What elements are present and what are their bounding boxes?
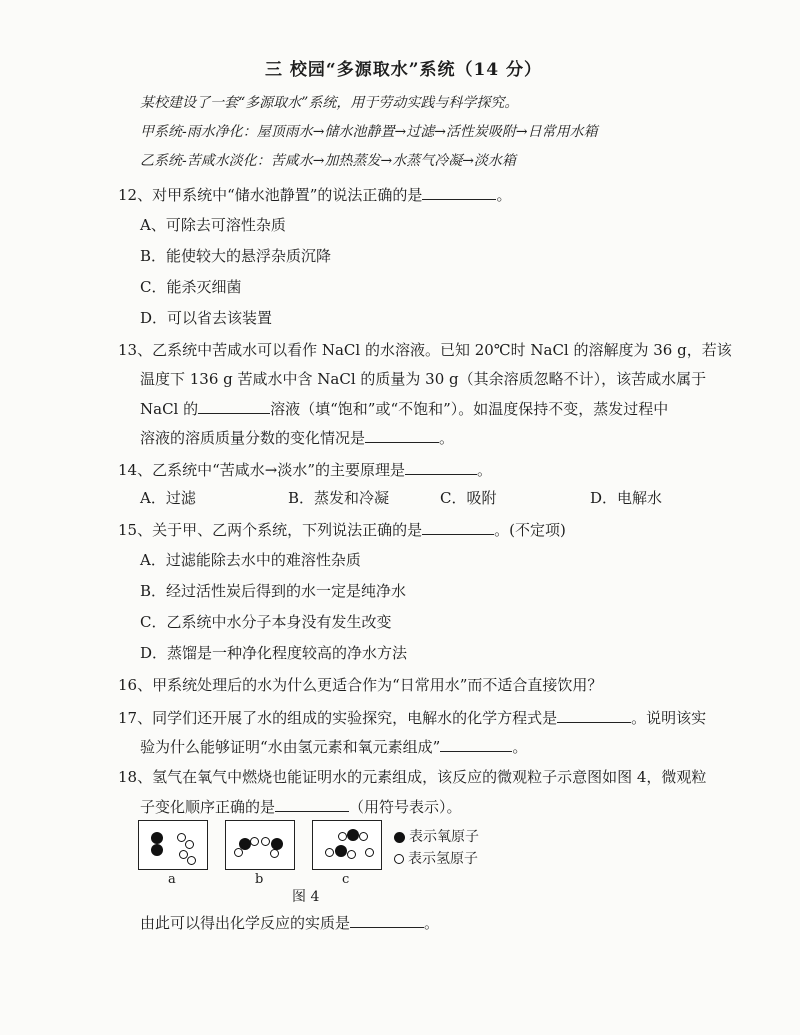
q18-conclusion-end: 。 [424, 914, 440, 932]
q17-reason-blank[interactable] [440, 736, 512, 752]
q12-option-d: D．可以省去该装置 [140, 309, 273, 327]
q15-option-c: C．乙系统中水分子本身没有发生改变 [140, 613, 392, 631]
hydrogen-atom [270, 849, 279, 858]
q13-line-3a: NaCl 的 [140, 400, 199, 418]
hydrogen-atom [365, 848, 374, 857]
oxygen-atom [347, 829, 359, 841]
q15-stem-end: 。(不定项) [494, 521, 566, 539]
oxygen-atom [335, 845, 347, 857]
figure-label-c: c [342, 872, 350, 887]
section-title: 三 校园“多源取水”系统（14 分） [265, 60, 543, 80]
q15-stem-text: 15、关于甲、乙两个系统，下列说法正确的是 [118, 521, 423, 539]
q13-line-2: 温度下 136 g 苦咸水中含 NaCl 的质量为 30 g（其余溶质忽略不计），该苦咸水属于 [140, 370, 707, 388]
q12-stem-end: 。 [496, 186, 512, 204]
q13-saturation-blank[interactable] [198, 398, 270, 414]
q14-stem [118, 459, 492, 480]
q18-conclusion-text: 由此可以得出化学反应的实质是 [140, 914, 351, 932]
q12-option-b: B．能使较大的悬浮杂质沉降 [140, 247, 332, 265]
q17-equation-blank[interactable] [557, 707, 631, 723]
hydrogen-atom [185, 840, 194, 849]
q15-option-d: D．蒸馏是一种净化程度较高的净水方法 [140, 644, 408, 662]
intro-line-3: 乙系统-苦咸水淡化：苦咸水→加热蒸发→水蒸气冷凝→淡水箱 [140, 153, 516, 169]
q15-answer-blank[interactable] [422, 519, 494, 535]
oxygen-atom [151, 844, 163, 856]
hydrogen-atom [359, 832, 368, 841]
legend-oxygen-label: 表示氧原子 [409, 829, 479, 845]
q14-option-b: B．蒸发和冷凝 [288, 489, 390, 507]
q15-stem [118, 519, 566, 540]
q14-option-a: A．过滤 [140, 489, 196, 507]
q12-answer-blank[interactable] [422, 184, 496, 200]
q15-option-b: B．经过活性炭后得到的水一定是纯净水 [140, 582, 407, 600]
q18-line-2 [140, 796, 462, 817]
figure-box-c [312, 820, 382, 870]
q12-stem [118, 184, 511, 205]
q13-line-3b: 溶液（填“饱和”或“不饱和”）。如温度保持不变，蒸发过程中 [270, 400, 669, 418]
q18-line-1: 18、氢气在氧气中燃烧也能证明水的元素组成，该反应的微观粒子示意图如图 4，微观粒 [118, 768, 707, 786]
q14-stem-end: 。 [477, 461, 493, 479]
q13-line-3 [140, 398, 668, 419]
hydrogen-atom [187, 856, 196, 865]
q17-line-1 [118, 707, 706, 728]
filled-circle-icon [394, 832, 405, 843]
q16-stem: 16、甲系统处理后的水为什么更适合作为“日常用水”而不适合直接饮用？ [118, 676, 603, 694]
q13-line-1: 13、乙系统中苦咸水可以看作 NaCl 的水溶液。已知 20℃时 NaCl 的溶解度为 36 g，若该 [118, 341, 732, 359]
q14-answer-blank[interactable] [405, 459, 477, 475]
q14-option-c: C．吸附 [440, 489, 497, 507]
hydrogen-atom [250, 837, 259, 846]
figure-label-b: b [255, 872, 264, 887]
legend-hydrogen [394, 848, 478, 868]
oxygen-atom [151, 832, 163, 844]
q18-essence-blank[interactable] [350, 912, 424, 928]
q17-line-2a: 验为什么能够证明“水由氢元素和氧元素组成” [140, 738, 441, 756]
q17-line-2 [140, 736, 527, 757]
intro-line-1: 某校建设了一套“多源取水”系统，用于劳动实践与科学探究。 [140, 95, 519, 111]
q12-option-a: A、可除去可溶性杂质 [140, 216, 286, 234]
figure-box-a [138, 820, 208, 870]
q17-line-1a: 17、同学们还开展了水的组成的实验探究，电解水的化学方程式是 [118, 709, 558, 727]
q13-line-4a: 溶液的溶质质量分数的变化情况是 [140, 429, 366, 447]
q12-stem-text: 12、对甲系统中“储水池静置”的说法正确的是 [118, 186, 423, 204]
intro-line-2: 甲系统-雨水净化：屋顶雨水→储水池静置→过滤→活性炭吸附→日常用水箱 [140, 124, 598, 140]
hydrogen-atom [325, 848, 334, 857]
q17-line-2b: 。 [512, 738, 528, 756]
figure-caption: 图 4 [292, 889, 320, 905]
q14-option-d: D．电解水 [590, 489, 663, 507]
legend-oxygen [394, 826, 479, 846]
q18-conclusion [140, 912, 439, 933]
hydrogen-atom [261, 837, 270, 846]
q13-line-4b: 。 [439, 429, 455, 447]
q18-order-blank[interactable] [275, 796, 349, 812]
q14-stem-text: 14、乙系统中“苦咸水→淡水”的主要原理是 [118, 461, 405, 479]
hydrogen-atom [338, 832, 347, 841]
hydrogen-atom [234, 848, 243, 857]
q12-option-c: C．能杀灭细菌 [140, 278, 242, 296]
q15-option-a: A．过滤能除去水中的难溶性杂质 [140, 551, 361, 569]
hydrogen-atom [347, 850, 356, 859]
q13-change-blank[interactable] [365, 427, 439, 443]
legend-hydrogen-label: 表示氢原子 [408, 851, 478, 867]
q18-line-2b: （用符号表示）。 [349, 798, 462, 816]
figure-box-b [225, 820, 295, 870]
hydrogen-atom [177, 833, 186, 842]
figure-label-a: a [168, 872, 176, 887]
q18-line-2a: 子变化顺序正确的是 [140, 798, 276, 816]
q13-line-4 [140, 427, 454, 448]
hollow-circle-icon [394, 854, 404, 864]
q17-line-1b: 。说明该实 [631, 709, 707, 727]
